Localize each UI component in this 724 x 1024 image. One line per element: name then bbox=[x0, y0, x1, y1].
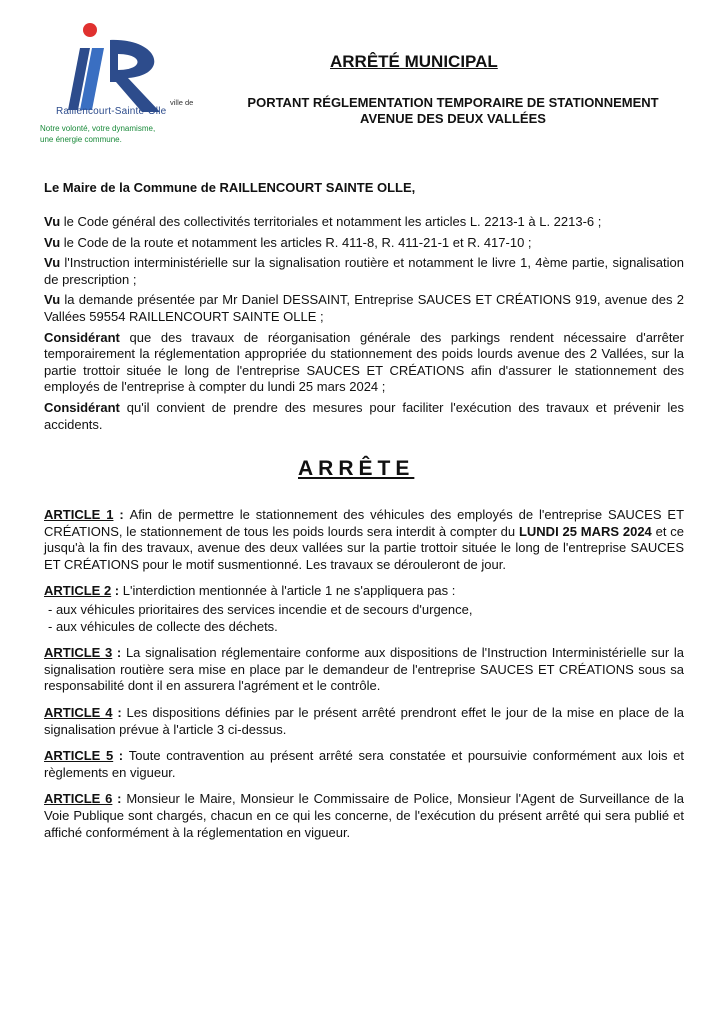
preamble-item bbox=[44, 255, 684, 288]
article-separator: : bbox=[112, 645, 126, 661]
article-separator: : bbox=[112, 704, 127, 720]
preamble-text: que des travaux de réorganisation générale des parkings rendent nécessaire d'arrêter temporairement la réglementation appropriée du stationnement des poids lourds avenue des 2 Vallées, sur la partie trottoir située le long de l'entreprise SAUCES ET CRÉATIONS afin d'assurer le stationnement des employés de l'entreprise à compter du lundi 25 mars 2024 ; bbox=[44, 329, 684, 395]
tagline-line1: Notre volonté, votre dynamisme, bbox=[40, 124, 156, 133]
article-2-exceptions bbox=[48, 602, 684, 635]
preamble-lead: Vu bbox=[44, 255, 61, 271]
article-5 bbox=[44, 748, 684, 781]
article-3 bbox=[44, 645, 684, 695]
logo-tagline bbox=[40, 123, 170, 145]
article-5-text: Toute contravention au présent arrêté sera constatée et poursuivie conformément aux lois et règlements en vigueur. bbox=[44, 748, 684, 780]
list-item: - aux véhicules prioritaires des services incendie et de secours d'urgence, bbox=[48, 601, 473, 617]
preamble-lead: Vu bbox=[44, 234, 61, 250]
preamble-lead: Vu bbox=[44, 292, 61, 308]
article-4-label: ARTICLE 4 bbox=[44, 704, 113, 720]
article-6-text: Monsieur le Maire, Monsieur le Commissaire de Police, Monsieur l'Agent de Surveillance de la Voie Publique sont chargés, chacun en ce qui les concerne, de l'exécution du présent arrêté qui sera publié et affiché conformément à la réglementation en vigueur. bbox=[44, 791, 684, 840]
subtitle-line2: AVENUE DES DEUX VALLÉES bbox=[360, 111, 546, 126]
article-1-label: ARTICLE 1 bbox=[44, 507, 114, 522]
preamble-item bbox=[44, 292, 684, 325]
article-2-text: L'interdiction mentionnée à l'article 1 ne s'appliquera pas : bbox=[122, 583, 456, 599]
preamble-item bbox=[44, 214, 684, 231]
article-separator: : bbox=[112, 791, 127, 807]
logo-town-name: Raillencourt-Sainte-Olle bbox=[56, 106, 167, 117]
arrete-heading: ARRÊTE bbox=[298, 457, 415, 480]
article-2-label: ARTICLE 2 bbox=[44, 583, 112, 599]
preamble bbox=[44, 214, 684, 437]
preamble-item bbox=[44, 330, 684, 396]
article-separator: : bbox=[111, 583, 123, 599]
article-3-text: La signalisation réglementaire conforme aux dispositions de l'Instruction Interministérielle sur la signalisation routière sera mise en place par le demandeur de l'entreprise SAUCES ET CRÉATIONS sous sa responsabilité dont il en assurera l'agrément et le contrôle. bbox=[44, 645, 684, 694]
preamble-text: qu'il convient de prendre des mesures pour faciliter l'exécution des travaux et prévenir les accidents. bbox=[44, 399, 684, 432]
preamble-lead: Vu bbox=[44, 214, 61, 229]
maire-intro: Le Maire de la Commune de RAILLENCOURT SAINTE OLLE, bbox=[44, 180, 416, 195]
preamble-lead: Considérant bbox=[44, 399, 120, 415]
article-1-text: Afin de permettre le stationnement des véhicules des employés de l'entreprise SAUCES ET CRÉATIONS, le stationnement de tous les poids lourds sera interdit à compter du bbox=[44, 507, 685, 539]
preamble-text: le Code général des collectivités territoriales et notamment les articles L. 2213-1 à L. 2213-6 ; bbox=[60, 214, 602, 229]
articles bbox=[44, 507, 684, 851]
article-separator: : bbox=[113, 507, 130, 522]
logo-ville-de: ville de bbox=[170, 98, 194, 107]
subtitle-line1: PORTANT RÉGLEMENTATION TEMPORAIRE DE STATIONNEMENT bbox=[247, 95, 659, 110]
document-subtitle bbox=[218, 95, 688, 127]
preamble-item bbox=[44, 235, 684, 252]
article-4 bbox=[44, 705, 684, 738]
article-separator: : bbox=[113, 748, 129, 764]
article-1 bbox=[44, 507, 684, 573]
article-3-label: ARTICLE 3 bbox=[44, 645, 113, 661]
article-6-label: ARTICLE 6 bbox=[44, 791, 113, 807]
preamble-item bbox=[44, 400, 684, 433]
article-6 bbox=[44, 791, 684, 841]
tagline-line2: une énergie commune. bbox=[40, 135, 122, 144]
preamble-lead: Considérant bbox=[44, 329, 120, 345]
document-title: ARRÊTÉ MUNICIPAL bbox=[330, 52, 498, 71]
article-4-text: Les dispositions définies par le présent arrêté prendront effet le jour de la mise en place de la signalisation prévue à l'article 3 ci-dessus. bbox=[44, 704, 684, 737]
preamble-text: la demande présentée par Mr Daniel DESSAINT, Entreprise SAUCES ET CRÉATIONS 919, avenue des 2 Vallées 59554 RAILLENCOURT SAINTE OLLE ; bbox=[44, 292, 684, 324]
article-2 bbox=[44, 583, 684, 635]
article-1-date: LUNDI 25 MARS 2024 bbox=[518, 523, 652, 539]
preamble-text: le Code de la route et notamment les articles R. 411-8, R. 411-21-1 et R. 417-10 ; bbox=[60, 234, 532, 250]
article-1-text-end: et ce jusqu'à la fin des travaux, avenue des deux vallées sur la partie trottoir située le long de l'entreprise SAUCES ET CRÉATIONS pour le motif susmentionné. Les travaux se dérouleront de jour. bbox=[44, 523, 684, 572]
article-5-label: ARTICLE 5 bbox=[44, 748, 114, 764]
preamble-text: l'Instruction interministérielle sur la signalisation routière et notamment le livre 1, 4ème partie, signalisation de prescription ; bbox=[44, 255, 684, 287]
list-item: - aux véhicules de collecte des déchets. bbox=[48, 618, 278, 634]
